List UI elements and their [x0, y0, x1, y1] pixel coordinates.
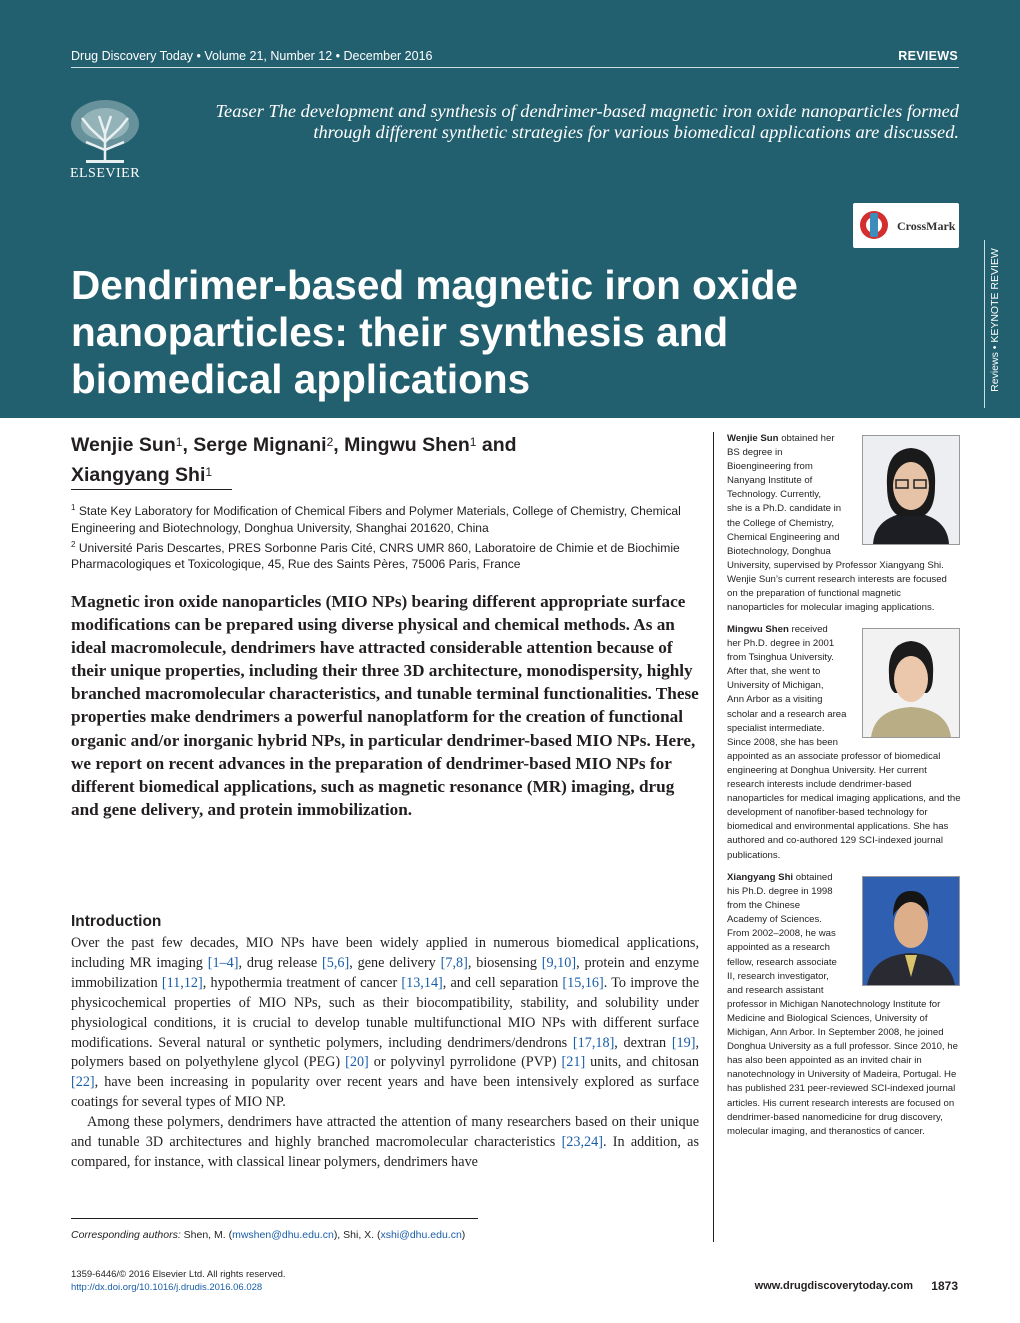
paragraph: Over the past few decades, MIO NPs have been widely applied in numerous biomedical applications, including MR imaging [1–4], drug release [5,6], gene delivery [7,8], biosensing [9,10], protein and enzyme immobilization [11,12], hypothermia treatment of cancer [13,14], and cell separation [15,16]. To improve the physicochemical properties of MIO NPs, such as their biocompatibility, stability, and solubility under physiological conditions, it is crucial to develop tunable multifunctional MIO NPs with different surface modifications. Several natural or synthetic polymers, including dendrimers/dendrons [17,18], dextran [19], polymers based on polyethylene glycol (PEG) [20] or polyvinyl pyrrolidone (PVP) [21] units, and chitosan [22], have been increasing in popularity over recent years and have been intensively explored as surface coatings for several types of MIO NP. — [71, 935, 700, 1111]
citation-link[interactable]: [7,8] — [440, 954, 468, 971]
page-number: 1873 — [931, 1279, 958, 1293]
elsevier-wordmark: ELSEVIER — [69, 166, 141, 181]
citation-link[interactable]: [20] — [345, 1054, 369, 1071]
crossmark-icon — [858, 205, 898, 245]
author-affiliation: 2 — [326, 435, 334, 449]
bio-shi: Xiangyang Shi obtained his Ph.D. degree in 1998 from the Chinese Academy of Sciences. From 2002–2008, he was appointed as a research fellow, research associate II, research investigator, and research assistant professor in Michigan Nanotechnology Institute for Medicine and Biological Sciences, University of Michigan, Ann Arbor. In September 2008, he joined Donghua University as a full professor. Since 2010, he has also been appointed as an invited chair in nanotechnology in University of Madeira, Portugal. He has published 231 peer-reviewed SCI-indexed journal articles. His current research interests are focused on dendrimer-based nanomedicine for drug discovery, molecular imaging, and theranostics of cancer. — [727, 872, 958, 1137]
affiliation-item: $^2$ Université Paris Descartes, PRES Sorbonne Paris Cité, CNRS UMR 860, Laboratoire de Chimie et de Biochimie Pharmacologiques et Toxicologique, 45, Rue des Saints Pères, 75006 Paris, France — [71, 539, 680, 572]
author-affiliation: 1 — [469, 435, 477, 449]
email-link[interactable]: mwshen@dhu.edu.cn — [232, 1229, 334, 1241]
paragraph: Among these polymers, dendrimers have attracted the attention of many researchers based on their unique and tunable 3D architectures and highly branched macromolecular characteristics [23,24]. In addition, as compared, for instance, with classical linear polymers, dendrimers have — [71, 1114, 700, 1170]
header-rule — [71, 67, 959, 68]
citation-link[interactable]: [15,16] — [562, 974, 604, 991]
crossmark-label: CrossMark — [897, 219, 956, 233]
citation-link[interactable]: [9,10] — [541, 954, 577, 971]
side-tab — [984, 240, 1006, 408]
article-title: Dendrimer-based magnetic iron oxide nanoparticles: their synthesis and biomedical applications — [71, 262, 798, 402]
copyright-line: 1359-6446/© 2016 Elsevier Ltd. All rights reserved. — [71, 1269, 286, 1280]
citation-link[interactable]: [22] — [71, 1074, 95, 1091]
journal-line: Drug Discovery Today • Volume 21, Number 12 • December 2016 — [71, 49, 433, 63]
citation-link[interactable]: [21] — [561, 1054, 586, 1071]
corresponding-authors: Corresponding authors: Shen, M. (mwshen@dhu.edu.cn), Shi, X. (xshi@dhu.edu.cn) — [71, 1229, 466, 1241]
section-heading: Introduction — [71, 913, 162, 930]
side-tab-label: Reviews • KEYNOTE REVIEW — [989, 248, 1001, 392]
footnote-rule — [71, 1218, 478, 1219]
bio-name: Xiangyang Shi — [727, 872, 794, 883]
affiliations — [71, 500, 701, 573]
section-label: REVIEWS — [898, 49, 958, 63]
teaser: Teaser The development and synthesis of dendrimer-based magnetic iron oxide nanoparticles formed through different synthetic strategies for various biomedical applications are discussed. — [215, 101, 959, 142]
citation-link[interactable]: [5,6] — [322, 954, 350, 971]
author-name: Wenjie Sun — [71, 434, 176, 456]
citation-link[interactable]: [19] — [671, 1034, 696, 1051]
bio-shen: Mingwu Shen received her Ph.D. degree in 2001 from Tsinghua University. After that, she went to University of Michigan, Ann Arbor as a visiting scholar and a research area specialist intermediate. Since 2008, she has been appointed as an associate professor of biomedical engineering at Donghua University. Her current research interests include dendrimer-based nanoparticles for medical imaging applications, and the development of nanofiber-based technology for biomedical and environmental applications. She has authored and co-authored 129 SCI-indexed journal publications. — [727, 624, 961, 861]
email-link[interactable]: xshi@dhu.edu.cn — [380, 1229, 462, 1241]
citation-link[interactable]: [1–4] — [207, 954, 239, 971]
author-name: Mingwu Shen — [344, 434, 470, 456]
citation-link[interactable]: [23,24] — [561, 1134, 603, 1151]
author-list: Wenjie Sun$^1$, Serge Mignani$^2$, Mingwu Shen$^1$ and Xiangyang Shi$^1$ — [71, 434, 517, 486]
abstract: Magnetic iron oxide nanoparticles (MIO NPs) bearing different appropriate surface modifications can be prepared using diverse physical and chemical methods. As an ideal macromolecule, dendrimers have attracted considerable attention because of their unique properties, including their three 3D architecture, monodispersity, highly branched macromolecular characteristics, and tunable terminal functionalities. These properties make dendrimers a powerful nanoplatform for the creation of functional organic and/or inorganic hybrid NPs, in particular dendrimer-based MIO NPs. Here, we report on recent advances in the preparation of dendrimer-based MIO NPs for different biomedical applications, such as magnetic resonance (MR) imaging, drug and gene delivery, and protein immobilization. — [71, 592, 699, 819]
doi-link[interactable]: http://dx.doi.org/10.1016/j.drudis.2016.06.028 — [71, 1282, 263, 1293]
citation-link[interactable]: [11,12] — [161, 974, 203, 991]
journal-url[interactable]: www.drugdiscoverytoday.com — [754, 1280, 913, 1292]
crossmark-badge[interactable] — [853, 203, 959, 248]
bio-sun: Wenjie Sun obtained her BS degree in Bioengineering from Nanyang Institute of Technology. Currently, she is a Ph.D. candidate in the College of Chemistry, Chemical Engineering and Biotechnology, Donghua University, supervised by Professor Xiangyang Shi. Wenjie Sun’s current research interests are focused on the preparation of functional magnetic nanoparticles for molecular imaging applications. — [727, 433, 947, 614]
citation-link[interactable]: [17,18] — [572, 1034, 615, 1051]
author-rule — [71, 489, 232, 490]
bio-name: Wenjie Sun — [727, 433, 779, 444]
author-name: Xiangyang Shi — [71, 464, 206, 486]
author-affiliation: 1 — [175, 435, 183, 449]
author-affiliation: 1 — [205, 465, 213, 479]
bio-name: Mingwu Shen — [727, 624, 789, 635]
author-name: Serge Mignani — [193, 434, 327, 456]
citation-link[interactable]: [13,14] — [401, 974, 443, 991]
introduction-body — [71, 934, 699, 1173]
column-divider — [713, 432, 714, 1242]
affiliation-item: $^1$ State Key Laboratory for Modification of Chemical Fibers and Polymer Materials, College of Chemistry, Chemical Engineering and Biotechnology, Donghua University, Shanghai 201620, China — [71, 503, 681, 535]
